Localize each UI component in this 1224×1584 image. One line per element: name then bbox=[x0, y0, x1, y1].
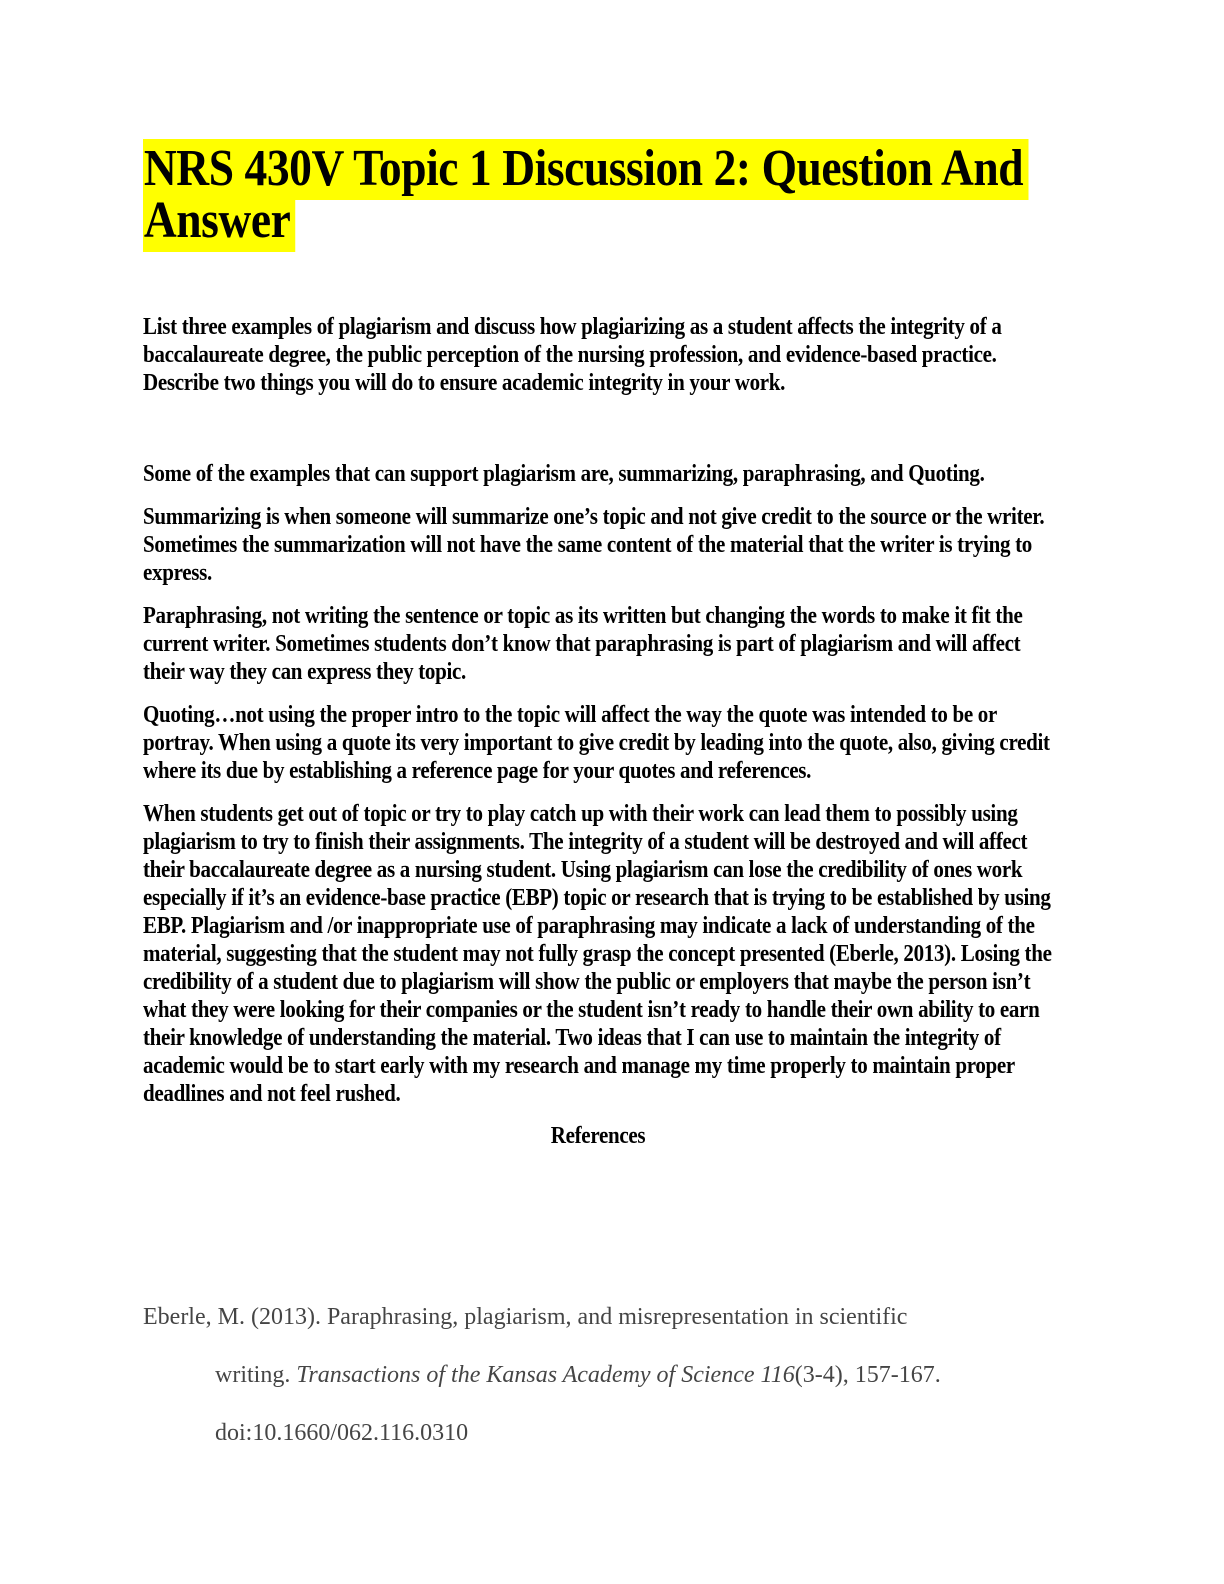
answer-paragraph-summarizing: Summarizing is when someone will summarize one’s topic and not give credit to the source or the writer. Sometimes the summarization will not have the same content of the material that the writer is trying to express. bbox=[143, 504, 1045, 586]
citation-journal-title: Transactions of the Kansas Academy of Science 116 bbox=[296, 1362, 795, 1388]
answer-paragraph-integrity: When students get out of topic or try to play catch up with their work can lead them to possibly using plagiarism to try to finish their assignments. The integrity of a student will be destroyed and will affect their baccalaureate degree as a nursing student. Using plagiarism can lose the credibility of ones work especially if it’s an evidence-base practice (EBP) topic or research that is trying to be established by using EBP. Plagiarism and /or inappropriate use of paraphrasing may indicate a lack of understanding of the material, suggesting that the student may not fully grasp the concept presented (Eberle, 2013). Losing the credibility of a student due to plagiarism will show the public or employers that maybe the person isn’t what they were looking for their companies or the student isn’t ready to handle their own ability to earn their knowledge of understanding the material. Two ideas that I can use to maintain the integrity of academic would be to start early with my research and manage my time properly to maintain proper deadlines and not feel rushed. bbox=[143, 801, 1052, 1107]
scanned-text-region bbox=[143, 140, 1053, 1150]
citation-line-2-tail: (3-4), 157-167. bbox=[794, 1362, 941, 1388]
answer-paragraph-examples: Some of the examples that can support plagiarism are, summarizing, paraphrasing, and Quoting. bbox=[143, 461, 985, 487]
answer-paragraph-quoting: Quoting…not using the proper intro to the topic will affect the way the quote was intended to be or portray. When using a quote its very important to give credit by leading into the quote, also, giving credit where its due by establishing a reference page for your quotes and references. bbox=[143, 702, 1050, 784]
citation-line-1: Eberle, M. (2013). Paraphrasing, plagiarism, and misrepresentation in scientific bbox=[143, 1304, 908, 1330]
page-title bbox=[143, 140, 1053, 249]
reference-citation bbox=[143, 1288, 1133, 1462]
citation-line-2 bbox=[215, 1346, 1133, 1404]
citation-line-2-plain: writing. bbox=[215, 1362, 297, 1388]
answer-paragraph-paraphrasing: Paraphrasing, not writing the sentence or topic as its written but changing the words to make it fit the current writer. Sometimes students don’t know that paraphrasing is part of plagiarism and will affect their way they can express they topic. bbox=[143, 603, 1023, 685]
title-highlight: NRS 430V Topic 1 Discussion 2: Question And Answer bbox=[143, 139, 1028, 252]
question-paragraph: List three examples of plagiarism and discuss how plagiarizing as a student affects the integrity of a baccalaureate degree, the public perception of the nursing profession, and evidence-based practice. Describe two things you will do to ensure academic integrity in your work. bbox=[143, 314, 1002, 396]
citation-doi: doi:10.1660/062.116.0310 bbox=[215, 1420, 469, 1446]
references-heading: References bbox=[550, 1123, 646, 1149]
